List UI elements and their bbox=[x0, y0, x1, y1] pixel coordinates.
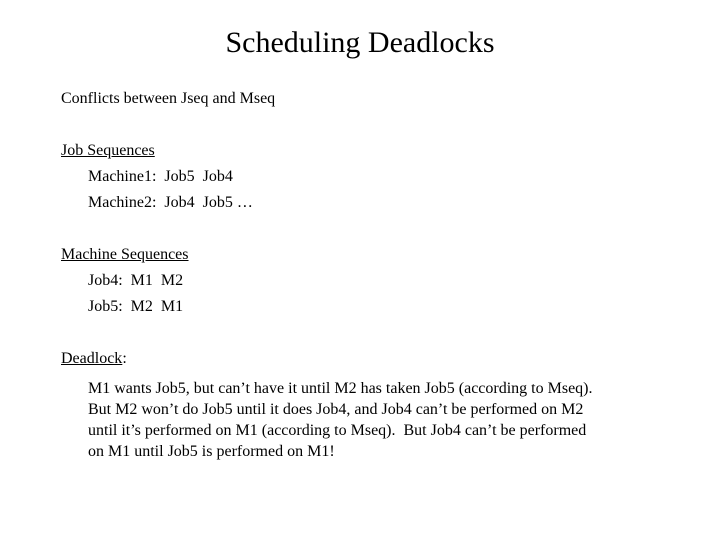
page-title: Scheduling Deadlocks bbox=[225, 26, 495, 59]
deadlock-explanation bbox=[61, 378, 688, 462]
deadlock-heading: Deadlock bbox=[61, 350, 123, 367]
slide-body bbox=[61, 86, 681, 462]
deadlock-heading-row bbox=[61, 346, 681, 372]
deadlock-line-4: on M1 until Job5 is performed on M1! bbox=[88, 443, 335, 460]
job-sequence-line-machine1: Machine1: Job5 Job4 bbox=[88, 168, 233, 185]
intro-text: Conflicts between Jseq and Mseq bbox=[61, 90, 276, 107]
deadlock-line-2: But M2 won’t do Job5 until it does Job4, and Job4 can’t be performed on M2 bbox=[88, 401, 584, 418]
spacer bbox=[61, 216, 681, 242]
deadlock-colon: : bbox=[122, 350, 127, 367]
job-sequences-heading: Job Sequences bbox=[61, 142, 155, 159]
spacer bbox=[61, 112, 681, 138]
spacer bbox=[61, 320, 681, 346]
job-sequence-line-machine2: Machine2: Job4 Job5 … bbox=[88, 194, 253, 211]
machine-sequence-line-job4: Job4: M1 M2 bbox=[88, 272, 184, 289]
machine-sequences-heading: Machine Sequences bbox=[61, 246, 189, 263]
deadlock-line-1: M1 wants Job5, but can’t have it until M2 has taken Job5 (according to Mseq). bbox=[88, 380, 593, 397]
deadlock-line-3: until it’s performed on M1 (according to Mseq). But Job4 can’t be performed bbox=[88, 422, 587, 439]
machine-sequence-line-job5: Job5: M2 M1 bbox=[88, 298, 184, 315]
